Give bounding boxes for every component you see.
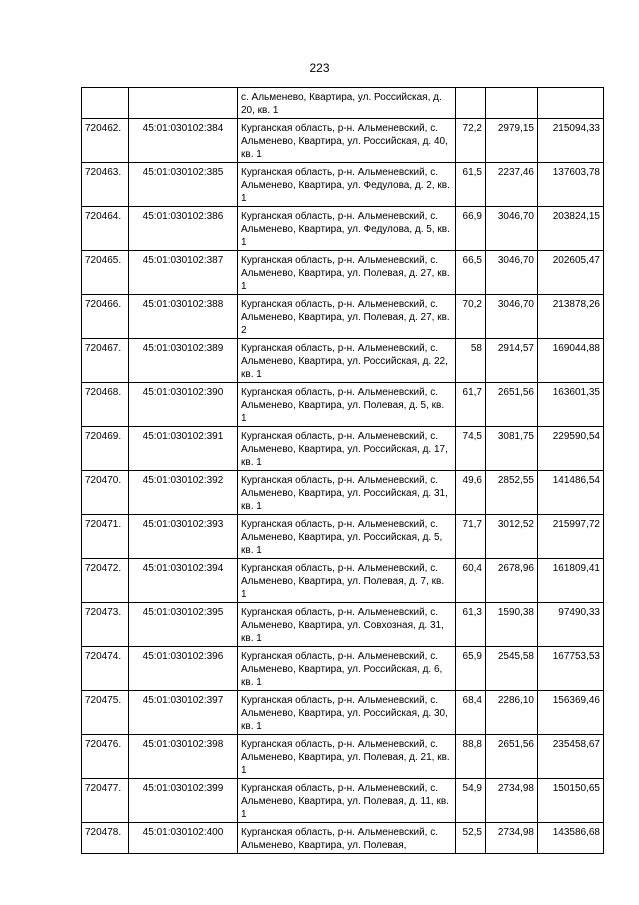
row-id-cell: 720472. [82, 559, 129, 603]
row-id-cell: 720467. [82, 339, 129, 383]
row-cadastral-cell: 45:01:030102:399 [129, 779, 238, 823]
row-area-cell: 72,2 [456, 119, 486, 163]
row-total-cell: 141486,54 [538, 471, 604, 515]
row-cadastral-cell: 45:01:030102:397 [129, 691, 238, 735]
row-total-cell: 215094,33 [538, 119, 604, 163]
row-total-cell: 203824,15 [538, 207, 604, 251]
row-cadastral-cell: 45:01:030102:389 [129, 339, 238, 383]
row-cadastral-cell: 45:01:030102:388 [129, 295, 238, 339]
row-area-cell: 66,5 [456, 251, 486, 295]
row-address-cell: Курганская область, р-н. Альменевский, с. Альменево, Квартира, ул. Российская, д. 6, кв. 1 [238, 647, 456, 691]
row-id-cell: 720477. [82, 779, 129, 823]
row-id-cell: 720476. [82, 735, 129, 779]
row-area-cell: 61,5 [456, 163, 486, 207]
table-row-continued [82, 88, 604, 119]
row-price-cell: 2651,56 [486, 383, 538, 427]
row-area-cell [456, 88, 486, 119]
row-price-cell: 1590,38 [486, 603, 538, 647]
row-total-cell: 213878,26 [538, 295, 604, 339]
row-area-cell: 58 [456, 339, 486, 383]
row-total-cell: 143586,68 [538, 823, 604, 854]
row-price-cell: 2651,56 [486, 735, 538, 779]
row-total-cell: 161809,41 [538, 559, 604, 603]
row-id-cell: 720466. [82, 295, 129, 339]
row-id-cell: 720475. [82, 691, 129, 735]
row-address-cell: Курганская область, р-н. Альменевский, с. Альменево, Квартира, ул. Полевая, [238, 823, 456, 854]
row-cadastral-cell: 45:01:030102:384 [129, 119, 238, 163]
row-id-cell: 720462. [82, 119, 129, 163]
row-area-cell: 60,4 [456, 559, 486, 603]
row-price-cell: 2852,55 [486, 471, 538, 515]
table-row [82, 559, 604, 603]
row-price-cell: 2734,98 [486, 779, 538, 823]
row-price-cell: 3046,70 [486, 251, 538, 295]
row-address-cell: Курганская область, р-н. Альменевский, с. Альменево, Квартира, ул. Полевая, д. 21, кв. 1 [238, 735, 456, 779]
table-row [82, 295, 604, 339]
table-row [82, 119, 604, 163]
row-id-cell: 720469. [82, 427, 129, 471]
table-row [82, 383, 604, 427]
row-cadastral-cell: 45:01:030102:392 [129, 471, 238, 515]
row-address-cell: Курганская область, р-н. Альменевский, с. Альменево, Квартира, ул. Российская, д. 31, кв. 1 [238, 471, 456, 515]
table-row [82, 735, 604, 779]
table-row [82, 603, 604, 647]
row-area-cell: 68,4 [456, 691, 486, 735]
table-row [82, 515, 604, 559]
row-area-cell: 54,9 [456, 779, 486, 823]
row-price-cell: 2914,57 [486, 339, 538, 383]
row-cadastral-cell: 45:01:030102:386 [129, 207, 238, 251]
row-address-cell: Курганская область, р-н. Альменевский, с. Альменево, Квартира, ул. Российская, д. 17, кв. 1 [238, 427, 456, 471]
row-price-cell: 2979,15 [486, 119, 538, 163]
row-total-cell: 163601,35 [538, 383, 604, 427]
row-area-cell: 61,3 [456, 603, 486, 647]
row-id-cell: 720468. [82, 383, 129, 427]
table-row [82, 427, 604, 471]
row-address-cell: Курганская область, р-н. Альменевский, с. Альменево, Квартира, ул. Совхозная, д. 31, кв. 1 [238, 603, 456, 647]
row-area-cell: 65,9 [456, 647, 486, 691]
row-address-cell: Курганская область, р-н. Альменевский, с. Альменево, Квартира, ул. Российская, д. 22, кв. 1 [238, 339, 456, 383]
row-price-cell: 2237,46 [486, 163, 538, 207]
row-price-cell: 3046,70 [486, 207, 538, 251]
row-cadastral-cell: 45:01:030102:396 [129, 647, 238, 691]
row-id-cell: 720463. [82, 163, 129, 207]
row-cadastral-cell: 45:01:030102:398 [129, 735, 238, 779]
row-total-cell: 156369,46 [538, 691, 604, 735]
property-table-body [82, 88, 604, 854]
row-price-cell: 3081,75 [486, 427, 538, 471]
row-cadastral-cell: 45:01:030102:391 [129, 427, 238, 471]
row-area-cell: 71,7 [456, 515, 486, 559]
row-cadastral-cell: 45:01:030102:393 [129, 515, 238, 559]
row-price-cell: 3012,52 [486, 515, 538, 559]
row-total-cell: 235458,67 [538, 735, 604, 779]
row-price-cell: 2678,96 [486, 559, 538, 603]
row-cadastral-cell: 45:01:030102:387 [129, 251, 238, 295]
row-id-cell: 720464. [82, 207, 129, 251]
row-address-cell: Курганская область, р-н. Альменевский, с. Альменево, Квартира, ул. Полевая, д. 27, кв. 1 [238, 251, 456, 295]
row-address-cell: Курганская область, р-н. Альменевский, с. Альменево, Квартира, ул. Федулова, д. 2, кв. 1 [238, 163, 456, 207]
row-address-cell: Курганская область, р-н. Альменевский, с. Альменево, Квартира, ул. Российская, д. 30, кв. 1 [238, 691, 456, 735]
row-id-cell: 720474. [82, 647, 129, 691]
row-cadastral-cell: 45:01:030102:394 [129, 559, 238, 603]
row-price-cell: 2545,58 [486, 647, 538, 691]
row-id-cell: 720478. [82, 823, 129, 854]
row-cadastral-cell: 45:01:030102:395 [129, 603, 238, 647]
row-price-cell: 2286,10 [486, 691, 538, 735]
table-row [82, 471, 604, 515]
row-cadastral-cell: 45:01:030102:390 [129, 383, 238, 427]
row-total-cell: 150150,65 [538, 779, 604, 823]
property-table [81, 87, 604, 854]
row-id-cell [82, 88, 129, 119]
row-total-cell: 97490,33 [538, 603, 604, 647]
table-row [82, 339, 604, 383]
row-address-cell: Курганская область, р-н. Альменевский, с. Альменево, Квартира, ул. Федулова, д. 5, кв. 1 [238, 207, 456, 251]
row-total-cell: 215997,72 [538, 515, 604, 559]
row-total-cell: 229590,54 [538, 427, 604, 471]
row-address-cell: Курганская область, р-н. Альменевский, с. Альменево, Квартира, ул. Российская, д. 5, кв. 1 [238, 515, 456, 559]
page-number: 223 [309, 61, 330, 75]
row-id-cell: 720465. [82, 251, 129, 295]
table-row [82, 207, 604, 251]
row-address-cell: Курганская область, р-н. Альменевский, с. Альменево, Квартира, ул. Полевая, д. 7, кв. 1 [238, 559, 456, 603]
row-address-cell: Курганская область, р-н. Альменевский, с. Альменево, Квартира, ул. Полевая, д. 27, кв. 2 [238, 295, 456, 339]
row-total-cell: 169044,88 [538, 339, 604, 383]
row-area-cell: 49,6 [456, 471, 486, 515]
table-row [82, 779, 604, 823]
table-row [82, 647, 604, 691]
table-row [82, 823, 604, 854]
row-total-cell: 167753,53 [538, 647, 604, 691]
row-id-cell: 720473. [82, 603, 129, 647]
row-address-cell: Курганская область, р-н. Альменевский, с. Альменево, Квартира, ул. Полевая, д. 11, кв. 1 [238, 779, 456, 823]
row-area-cell: 70,2 [456, 295, 486, 339]
row-area-cell: 61,7 [456, 383, 486, 427]
row-price-cell: 2734,98 [486, 823, 538, 854]
row-cadastral-cell: 45:01:030102:400 [129, 823, 238, 854]
row-area-cell: 66,9 [456, 207, 486, 251]
table-row [82, 251, 604, 295]
row-total-cell [538, 88, 604, 119]
row-id-cell: 720471. [82, 515, 129, 559]
row-total-cell: 202605,47 [538, 251, 604, 295]
row-price-cell [486, 88, 538, 119]
row-cadastral-cell [129, 88, 238, 119]
row-total-cell: 137603,78 [538, 163, 604, 207]
row-address-cell: Курганская область, р-н. Альменевский, с. Альменево, Квартира, ул. Российская, д. 40, кв. 1 [238, 119, 456, 163]
table-row [82, 691, 604, 735]
row-address-cell: с. Альменево, Квартира, ул. Российская, д. 20, кв. 1 [238, 88, 456, 119]
row-id-cell: 720470. [82, 471, 129, 515]
row-area-cell: 52,5 [456, 823, 486, 854]
row-price-cell: 3046,70 [486, 295, 538, 339]
row-area-cell: 88,8 [456, 735, 486, 779]
table-row [82, 163, 604, 207]
row-cadastral-cell: 45:01:030102:385 [129, 163, 238, 207]
row-address-cell: Курганская область, р-н. Альменевский, с. Альменево, Квартира, ул. Полевая, д. 5, кв. 1 [238, 383, 456, 427]
row-area-cell: 74,5 [456, 427, 486, 471]
